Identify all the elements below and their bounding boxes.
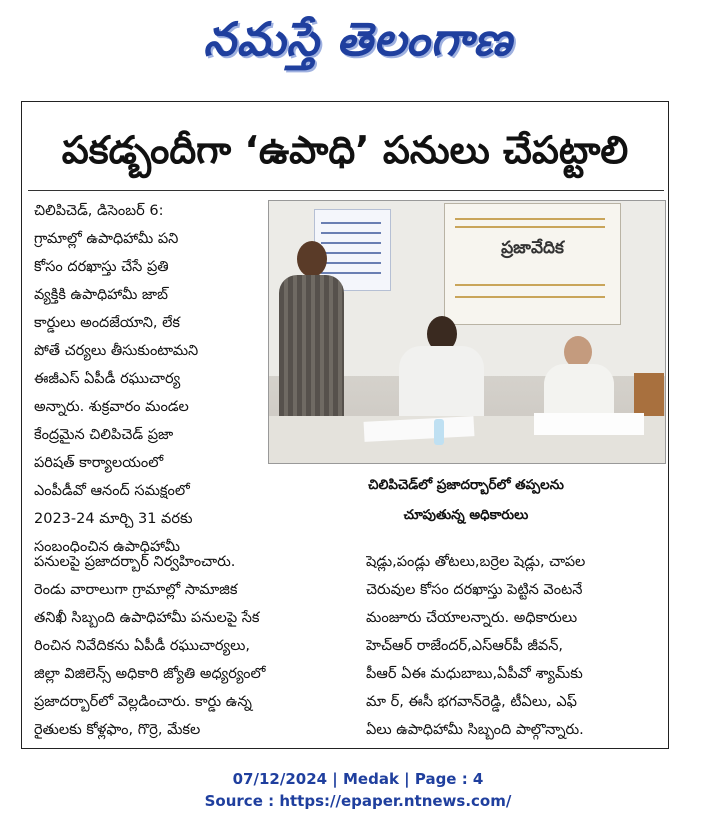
text-line: పరిషత్ కార్యాలయంలో <box>34 455 164 471</box>
banner-title: ప్రజావేదిక <box>501 238 564 258</box>
text-line: రైతులకు కోళ్లఫాం, గొర్రె, మేకల <box>34 722 201 738</box>
text-line: కార్డులు అందజేయాని, లేక <box>34 315 180 331</box>
left-column <box>34 197 264 561</box>
text-line: పీఆర్ ఏఈ మధుబాబు,ఏపీవో శ్యామ్‌కు <box>366 666 583 682</box>
photo-caption <box>268 470 664 530</box>
text-line: ఎంపీడీవో ఆనంద్ సమక్షంలో <box>34 483 190 499</box>
praja-vedika-banner <box>444 203 621 325</box>
text-line: చెరువుల కోసం దరఖాస్తు పెట్టిన వెంటనే <box>366 582 583 598</box>
dateline: 07/12/2024 | Medak | Page : 4 <box>232 770 484 788</box>
text-line: సంబంధించిన ఉపాధిహామీ <box>34 539 181 555</box>
text-line: చిలిపిచెడ్, డిసెంబర్ 6: <box>34 203 164 219</box>
text-line: వ్యక్తికి ఉపాధిహామీ జాబ్ <box>34 287 168 303</box>
headline-rule <box>28 190 664 191</box>
text-line: అన్నారు. శుక్రవారం మండల <box>34 399 189 415</box>
text-line: రెండు వారాలుగా గ్రామాల్లో సామాజిక <box>34 582 238 598</box>
text-line: మంజూరు చేయాలన్నారు. అధికారులు <box>366 610 578 626</box>
text-line: ప్రజాదర్బార్‌లో వెల్లడించారు. కార్డు ఉన్న <box>34 694 252 710</box>
text-line: తనిఖీ సిబ్బంది ఉపాధిహామీ పనులపై సేక <box>34 610 260 626</box>
text-line: పనులపై ప్రజాదర్బార్ నిర్వహించారు. <box>34 554 236 570</box>
right-column <box>366 548 664 744</box>
article-headline: పకడ్బందీగా ‘ఉపాధి’ పనులు చేపట్టాలి <box>61 128 629 172</box>
text-line: గ్రామాల్లో ఉపాధిహామీ పని <box>34 231 179 247</box>
text-line: మా ర్, ఈసీ భగవాన్‌రెడ్డి, టీఏలు, ఎఫ్ <box>366 694 577 710</box>
source-line: Source : https://epaper.ntnews.com/ <box>204 792 512 810</box>
caption-line: చూపుతున్న అధికారులు <box>403 507 529 523</box>
text-line: 2023-24 మార్చి 31 వరకు <box>34 511 193 527</box>
seated-official <box>399 316 484 426</box>
text-line: రించిన నివేదికను ఏపీడీ రఘుచార్యలు, <box>34 638 250 654</box>
text-line: జిల్లా విజిలెన్స్ అధికారి జ్యోతి అధ్యర్యంలో <box>34 666 266 682</box>
text-line: ఏలు ఉపాధిహామీ సిబ్బంది పాల్గొన్నారు. <box>366 722 584 738</box>
text-line: కేంద్రమైన చిలిపిచెడ్ ప్రజా <box>34 427 174 443</box>
caption-line: చిలిపిచెడ్‌లో ప్రజాదర్బార్‌లో తప్పలను <box>368 477 564 493</box>
text-line: షెడ్లు,పండ్లు తోటలు,బర్రెల షెడ్లు, చాపల <box>366 554 586 570</box>
text-line: హెచ్ఆర్ రాజేందర్,ఎస్ఆర్‌పీ జీవన్, <box>366 638 564 654</box>
text-line: పోతే చర్యలు తీసుకుంటామని <box>34 343 199 359</box>
newspaper-masthead: నమస్తే తెలంగాణ <box>203 12 513 66</box>
article-photo <box>268 200 666 464</box>
water-bottle <box>434 419 444 445</box>
papers <box>534 413 644 435</box>
text-line: కోసం దరఖాస్తు చేసే ప్రతి <box>34 259 169 275</box>
text-line: ఈజీఎస్ ఏపీడీ రఘుచార్య <box>34 371 181 387</box>
bottom-left-column <box>34 548 352 744</box>
